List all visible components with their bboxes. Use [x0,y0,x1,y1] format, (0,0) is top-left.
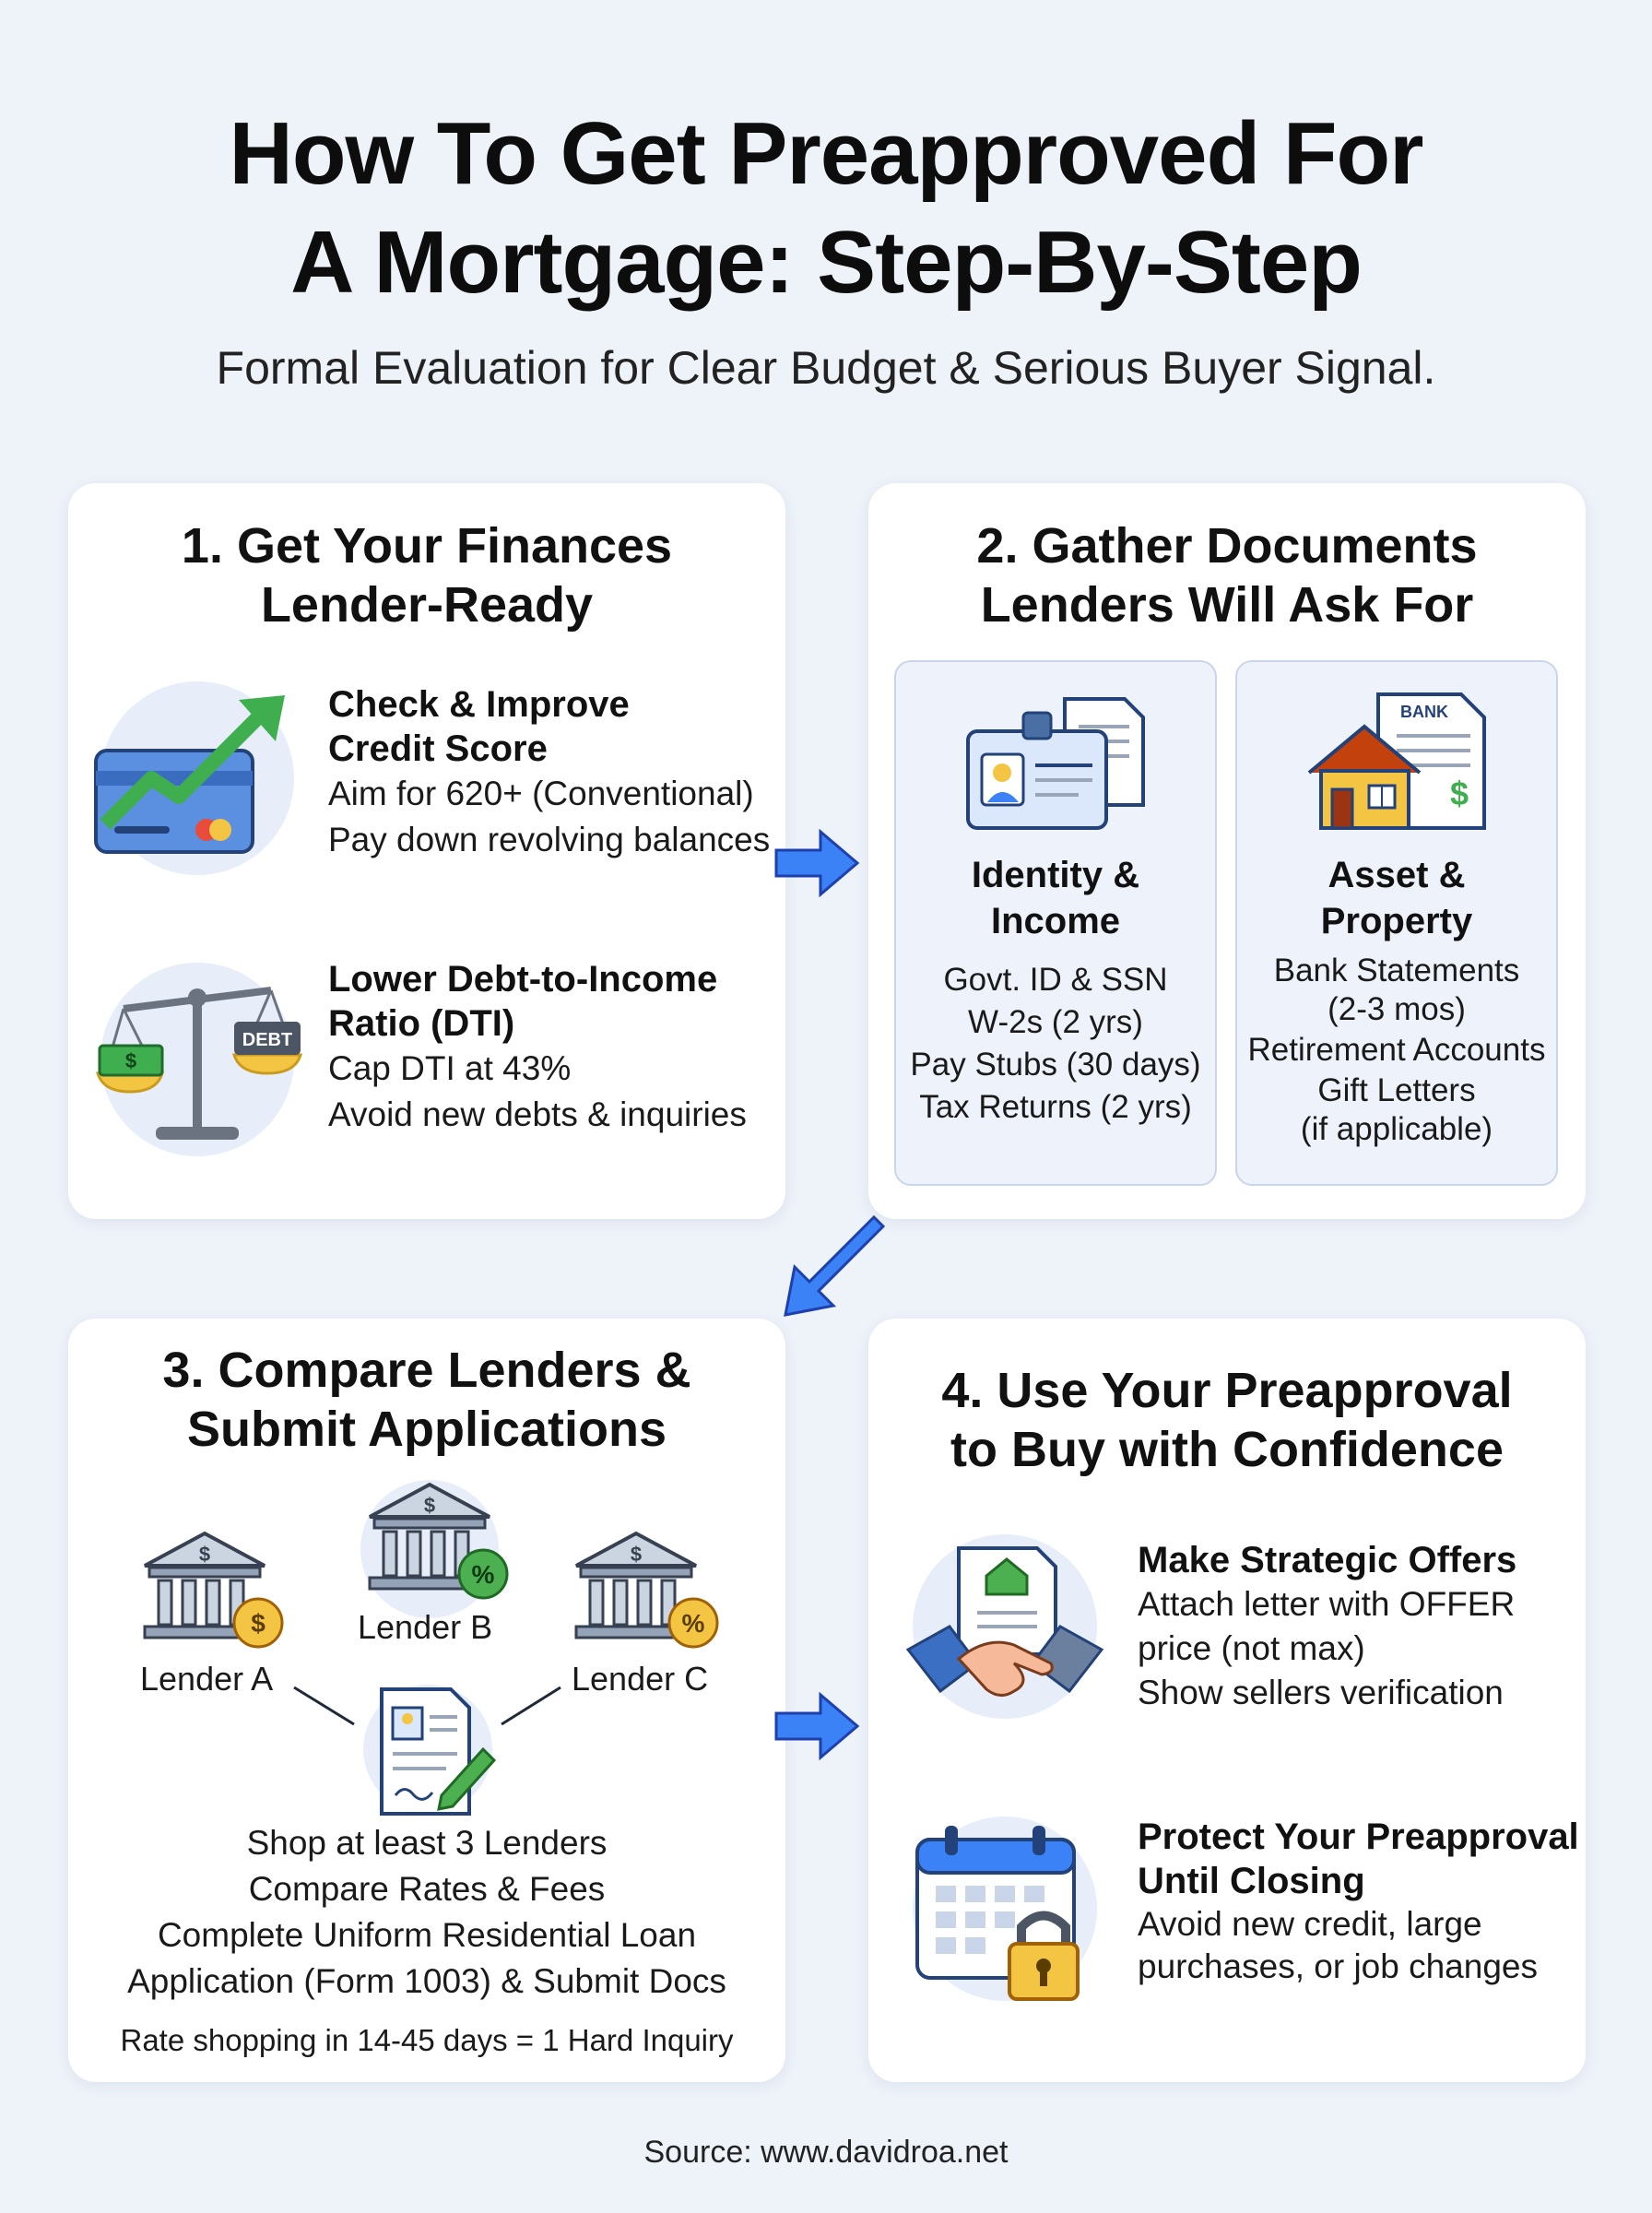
step2-title-line-1: 2. Gather Documents [976,518,1478,574]
step3-line-1: Shop at least 3 Lenders [246,1824,608,1862]
asset-line-4: Gift Letters [1317,1072,1476,1108]
lender-a-badge: $ [251,1609,266,1638]
bank-statement-label: BANK [1400,703,1448,721]
step3-line-3: Complete Uniform Residential Loan [157,1916,697,1954]
strategic-offers-line-1: Attach letter with OFFER [1138,1585,1516,1623]
credit-score-line-2: Pay down revolving balances [328,821,771,858]
lender-c-badge: % [681,1609,705,1638]
lender-b-bank-symbol: $ [423,1494,436,1517]
id-card-documents-icon [963,690,1148,837]
step3-line-2: Compare Rates & Fees [248,1870,606,1908]
dti-line-1: Cap DTI at 43% [328,1049,572,1087]
protect-line-1: Avoid new credit, large [1138,1905,1482,1943]
strategic-offers-line-2: price (not max) [1138,1629,1365,1667]
arrow-step3-to-step4 [773,1689,865,1763]
asset-line-5: (if applicable) [1300,1111,1493,1147]
step3-title-line-2: Submit Applications [186,1402,667,1457]
rate-shopping-note: Rate shopping in 14-45 days = 1 Hard Inquiry [120,2023,734,2057]
balance-scale-icon [87,953,308,1166]
step1-title-line-2: Lender-Ready [260,577,594,633]
loan-application-icon [354,1680,502,1818]
lender-c-bank-symbol: $ [630,1543,643,1566]
step4-title-line-1: 4. Use Your Preapproval [941,1363,1513,1418]
identity-income-text [896,852,1215,1129]
step4-card [868,1319,1586,2082]
arrow-step2-to-step3 [780,1210,891,1320]
title-line-1: How To Get Preapproved For [229,104,1423,203]
step3-line-4: Application (Form 1003) & Submit Docs [127,1962,726,2000]
asset-property-box [1235,660,1558,1186]
protect-preapproval-item [1138,1815,1580,1988]
identity-line-1: Govt. ID & SSN [943,962,1168,998]
asset-property-text [1237,852,1556,1149]
credit-score-item [328,682,780,863]
protect-line-2: purchases, or job changes [1138,1947,1538,1985]
step3-title-line-1: 3. Compare Lenders & [162,1343,691,1398]
page-subtitle: Formal Evaluation for Clear Budget & Serious Buyer Signal. [216,342,1436,394]
title-line-2: A Mortgage: Step-By-Step [290,213,1362,312]
step4-title [868,1361,1586,1479]
protect-heading-1: Protect Your Preapproval [1138,1817,1579,1857]
scale-dollar-symbol: $ [124,1049,137,1072]
credit-card-growth-icon [87,677,308,880]
step1-title [68,516,785,634]
step2-card [868,483,1586,1219]
page-title [0,100,1652,317]
asset-line-1: Bank Statements [1273,953,1520,988]
scale-debt-label: DEBT [242,1030,293,1050]
source-credit: Source: www.davidroa.net [643,2135,1009,2170]
dti-heading-2: Ratio (DTI) [328,1003,515,1044]
house-bank-statement-icon [1304,690,1489,837]
dti-line-2: Avoid new debts & inquiries [328,1095,747,1133]
identity-line-2: W-2s (2 yrs) [968,1004,1143,1040]
protect-heading-2: Until Closing [1138,1861,1365,1901]
lender-b-badge: % [471,1560,495,1589]
step3-card [68,1319,785,2082]
credit-score-heading-1: Check & Improve [328,684,630,725]
step1-title-line-1: 1. Get Your Finances [181,518,673,574]
identity-line-3: Pay Stubs (30 days) [910,1047,1201,1083]
handshake-letter-icon [903,1525,1106,1728]
dti-item [328,957,780,1138]
credit-score-line-1: Aim for 620+ (Conventional) [328,775,754,812]
calendar-lock-icon [903,1807,1106,2010]
asset-property-heading-2: Property [1320,901,1473,941]
step4-title-line-2: to Buy with Confidence [950,1422,1504,1477]
step1-card [68,483,785,1219]
identity-line-4: Tax Returns (2 yrs) [919,1089,1192,1125]
lender-b-label: Lender B [358,1608,493,1646]
lender-a-label: Lender A [140,1660,274,1698]
strategic-offers-item [1138,1538,1580,1715]
strategic-offers-heading: Make Strategic Offers [1138,1540,1517,1580]
arrow-step1-to-step2 [773,826,865,900]
step2-title [868,516,1586,634]
strategic-offers-line-3: Show sellers verification [1138,1674,1504,1711]
identity-income-heading-1: Identity & [971,855,1140,895]
lender-c-label: Lender C [572,1660,709,1698]
step2-title-line-2: Lenders Will Ask For [980,577,1474,633]
identity-income-box [894,660,1217,1186]
dti-heading-1: Lower Debt-to-Income [328,959,718,1000]
asset-line-2: (2-3 mos) [1328,991,1466,1027]
lender-a-bank-symbol: $ [198,1543,211,1566]
identity-income-heading-2: Income [990,901,1121,941]
step3-text [68,1820,785,2005]
credit-score-heading-2: Credit Score [328,728,548,769]
asset-property-heading-1: Asset & [1328,855,1466,895]
asset-line-3: Retirement Accounts [1247,1032,1546,1068]
bank-statement-dollar: $ [1449,775,1469,812]
